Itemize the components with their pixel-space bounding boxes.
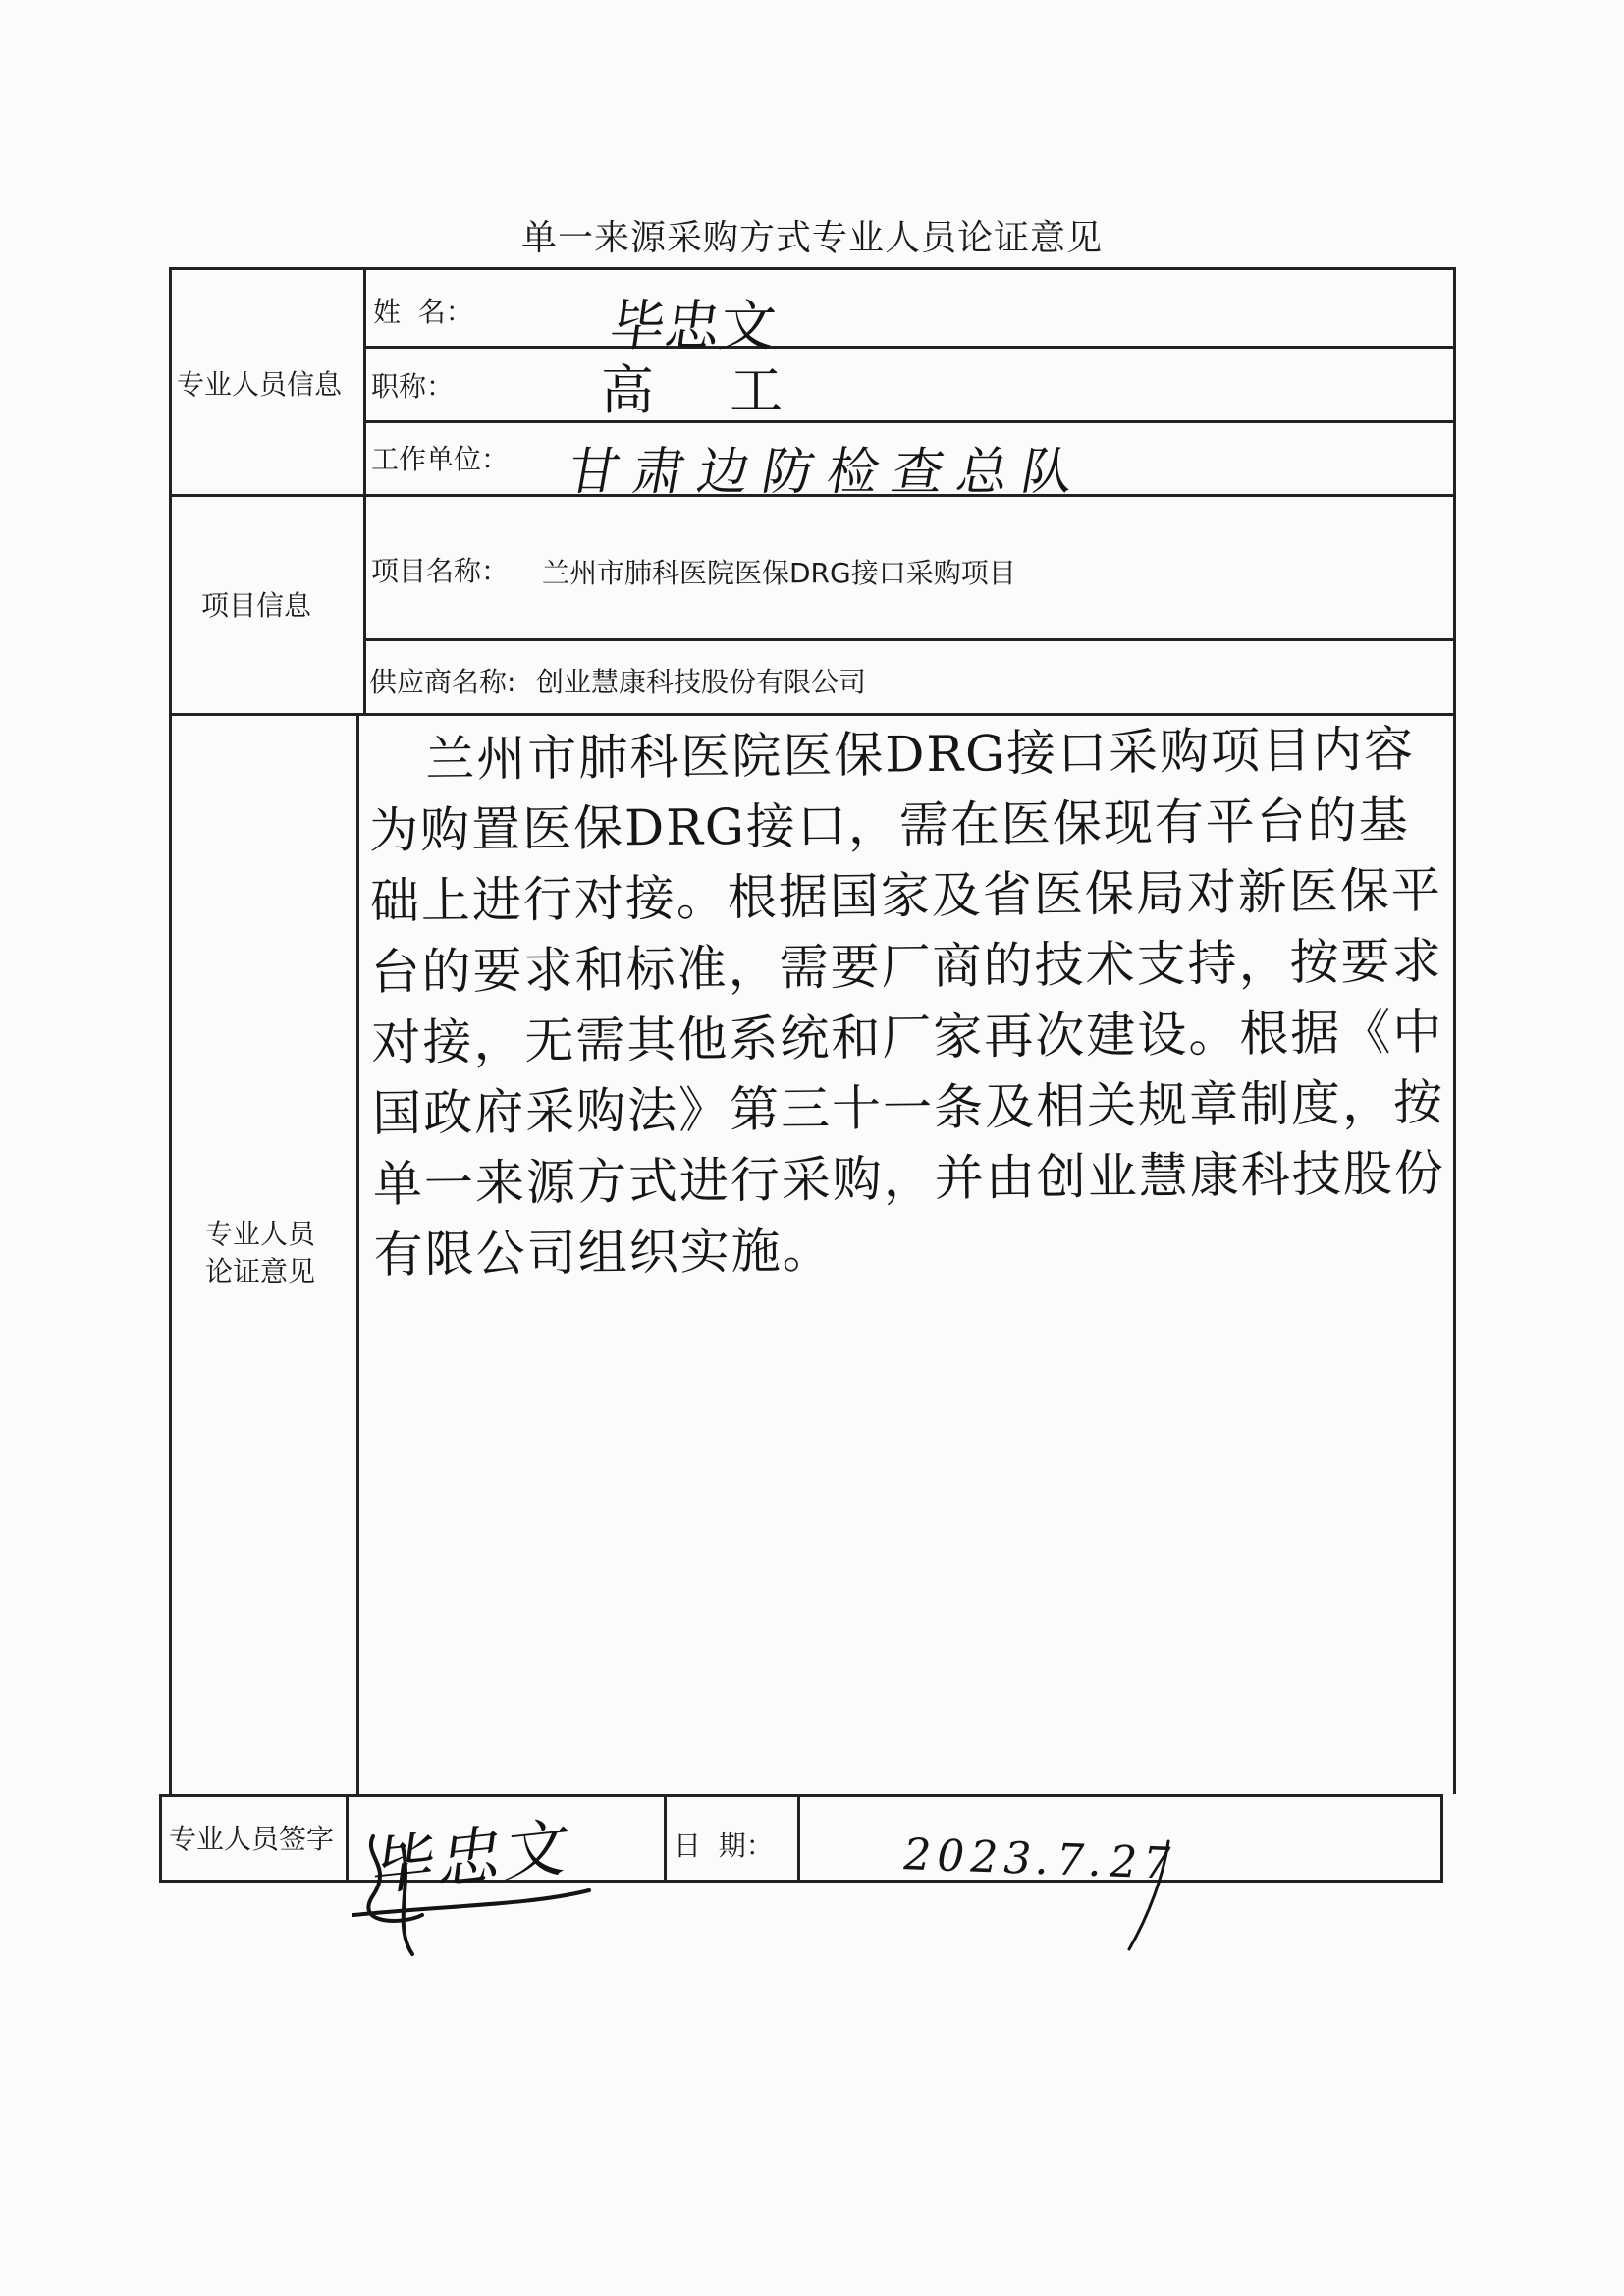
- work-unit-label: 工作单位：: [371, 443, 510, 475]
- section-label-professional-info: 专业人员信息: [177, 368, 343, 401]
- table-border-right: [1440, 1794, 1443, 1883]
- date-label: 日 期：: [674, 1830, 774, 1862]
- supplier-value: 创业慧康科技股份有限公司: [536, 666, 867, 698]
- supplier-label: 供应商名称:: [369, 666, 516, 698]
- row-divider: [363, 420, 1456, 423]
- name-value: 毕忠文: [605, 295, 780, 358]
- name-label: 姓 名：: [373, 296, 473, 328]
- work-unit-value: 甘肃边防检查总队: [563, 443, 1093, 502]
- column-divider: [363, 267, 366, 713]
- column-divider: [356, 713, 359, 1794]
- row-divider: [363, 346, 1456, 349]
- opinion-handwritten-text: 兰州市肺科医院医保DRG接口采购项目内容为购置医保DRG接口，需在医保现有平台的基础上进行对接。根据国家及省医保局对新医保平台的要求和标准，需要厂商的技术支持，按要求对接，无需其他系统和厂家再次建设。根据《中国政府采购法》第三十一条及相关规章制度，按单一来源方式进行采购，并由创业慧康科技股份有限公司组织实施。: [368, 720, 1446, 1284]
- project-name-label: 项目名称：: [371, 555, 510, 587]
- project-name-value: 兰州市肺科医院医保DRG接口采购项目: [542, 557, 1016, 589]
- table-border-left: [159, 1794, 162, 1883]
- section-label-opinion: 专业人员论证意见: [204, 1218, 315, 1287]
- section-label-signature: 专业人员签字: [169, 1823, 335, 1855]
- signature-name: 毕忠文: [367, 1810, 577, 1906]
- column-divider: [664, 1794, 667, 1883]
- table-border-top: [169, 267, 1456, 270]
- column-divider: [797, 1794, 800, 1883]
- table-border-left: [169, 267, 172, 1794]
- section-label-project-info: 项目信息: [201, 589, 312, 622]
- document-title: 单一来源采购方式专业人员论证意见: [520, 218, 1103, 258]
- title-value: 高 工: [601, 359, 813, 421]
- date-value: 2023.7.27: [897, 1830, 1182, 1889]
- date-tail-stroke: [1119, 1836, 1198, 1954]
- title-label: 职称：: [371, 370, 455, 403]
- row-divider: [363, 638, 1456, 641]
